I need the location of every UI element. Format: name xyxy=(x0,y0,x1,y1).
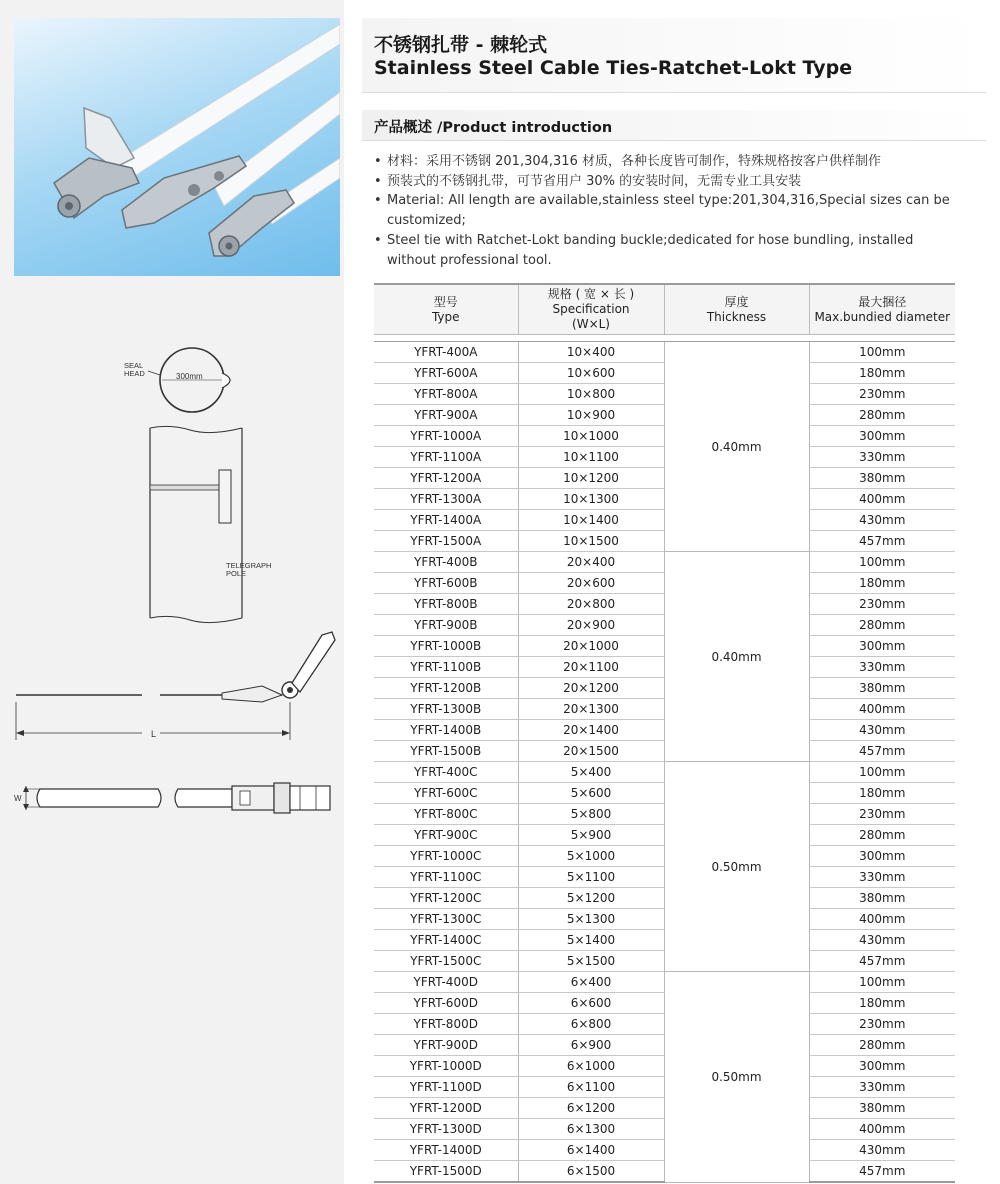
title-panel xyxy=(362,18,986,93)
cell-specification: 6×600 xyxy=(518,993,664,1014)
cell-type: YFRT-400A xyxy=(374,342,518,363)
intro-item: • Material: All length are available,stainless steel type:201,304,316,Special sizes can be customized; xyxy=(374,191,956,230)
cell-max-diameter: 330mm xyxy=(809,867,955,888)
cell-specification: 5×1200 xyxy=(518,888,664,909)
dimension-drawing xyxy=(0,340,344,820)
intro-item: • 材料：采用不锈钢 201,304,316 材质，各种长度皆可制作，特殊规格按客户供样制作 xyxy=(374,152,956,172)
cell-specification: 5×900 xyxy=(518,825,664,846)
cell-thickness: 0.40mm xyxy=(664,552,809,762)
cell-type: YFRT-600A xyxy=(374,363,518,384)
cell-max-diameter: 330mm xyxy=(809,1077,955,1098)
spec-table xyxy=(374,283,955,1183)
page-title-en: Stainless Steel Cable Ties-Ratchet-Lokt Type xyxy=(374,57,853,79)
cell-type: YFRT-400D xyxy=(374,972,518,993)
cell-thickness: 0.50mm xyxy=(664,762,809,972)
cell-thickness: 0.40mm xyxy=(664,342,809,552)
cell-specification: 20×600 xyxy=(518,573,664,594)
cell-max-diameter: 380mm xyxy=(809,888,955,909)
cell-thickness: 0.50mm xyxy=(664,972,809,1183)
cell-type: YFRT-800C xyxy=(374,804,518,825)
cell-max-diameter: 230mm xyxy=(809,384,955,405)
cell-type: YFRT-600B xyxy=(374,573,518,594)
cell-type: YFRT-1200A xyxy=(374,468,518,489)
intro-item: • Steel tie with Ratchet-Lokt banding buckle;dedicated for hose bundling, installed without professional tool. xyxy=(374,231,956,270)
cell-type: YFRT-1500B xyxy=(374,741,518,762)
technical-drawing xyxy=(0,340,344,820)
cell-type: YFRT-1400A xyxy=(374,510,518,531)
length-label: L xyxy=(151,729,157,739)
cell-specification: 5×1000 xyxy=(518,846,664,867)
table-row xyxy=(374,762,955,783)
cell-type: YFRT-900C xyxy=(374,825,518,846)
cell-type: YFRT-1300A xyxy=(374,489,518,510)
intro-item: • 预装式的不锈钢扎带，可节省用户 30% 的安装时间，无需专业工具安装 xyxy=(374,172,956,192)
cell-specification: 5×600 xyxy=(518,783,664,804)
cell-max-diameter: 280mm xyxy=(809,615,955,636)
header-type-en: Type xyxy=(431,309,460,324)
cell-type: YFRT-900D xyxy=(374,1035,518,1056)
cell-max-diameter: 180mm xyxy=(809,363,955,384)
cell-max-diameter: 430mm xyxy=(809,510,955,531)
cell-type: YFRT-1300D xyxy=(374,1119,518,1140)
cell-specification: 6×1000 xyxy=(518,1056,664,1077)
cell-max-diameter: 330mm xyxy=(809,657,955,678)
cell-type: YFRT-1500D xyxy=(374,1161,518,1183)
cell-type: YFRT-1400D xyxy=(374,1140,518,1161)
section-title: 产品概述 /Product introduction xyxy=(374,120,613,136)
header-diameter-cn: 最大捆径 xyxy=(858,294,907,309)
cell-specification: 10×600 xyxy=(518,363,664,384)
cell-max-diameter: 180mm xyxy=(809,993,955,1014)
cell-type: YFRT-900A xyxy=(374,405,518,426)
cell-max-diameter: 430mm xyxy=(809,720,955,741)
cell-max-diameter: 457mm xyxy=(809,741,955,762)
cell-specification: 6×800 xyxy=(518,1014,664,1035)
cell-specification: 10×800 xyxy=(518,384,664,405)
cell-specification: 6×1200 xyxy=(518,1098,664,1119)
cell-type: YFRT-800B xyxy=(374,594,518,615)
cell-type: YFRT-1100B xyxy=(374,657,518,678)
cell-specification: 6×1500 xyxy=(518,1161,664,1183)
width-label: W xyxy=(14,794,22,803)
product-photo xyxy=(14,18,340,276)
cell-type: YFRT-1400B xyxy=(374,720,518,741)
cell-specification: 20×1100 xyxy=(518,657,664,678)
cell-specification: 10×1400 xyxy=(518,510,664,531)
header-spec-cn: 规格 ( 宽 × 长 ) xyxy=(547,287,635,301)
cell-max-diameter: 400mm xyxy=(809,1119,955,1140)
header-thickness-en: Thickness xyxy=(706,309,767,324)
cell-max-diameter: 457mm xyxy=(809,531,955,552)
cell-max-diameter: 180mm xyxy=(809,783,955,804)
cell-max-diameter: 100mm xyxy=(809,762,955,783)
cell-type: YFRT-900B xyxy=(374,615,518,636)
cell-specification: 6×1400 xyxy=(518,1140,664,1161)
cell-specification: 10×1300 xyxy=(518,489,664,510)
cell-max-diameter: 380mm xyxy=(809,1098,955,1119)
cell-max-diameter: 280mm xyxy=(809,825,955,846)
cell-type: YFRT-1200B xyxy=(374,678,518,699)
cell-type: YFRT-1300B xyxy=(374,699,518,720)
cell-specification: 20×1300 xyxy=(518,699,664,720)
cell-max-diameter: 400mm xyxy=(809,699,955,720)
header-max-diameter xyxy=(809,284,955,335)
cell-type: YFRT-1000C xyxy=(374,846,518,867)
cell-specification: 20×1000 xyxy=(518,636,664,657)
cell-max-diameter: 100mm xyxy=(809,972,955,993)
cell-specification: 5×1500 xyxy=(518,951,664,972)
spec-table-body xyxy=(374,335,955,1183)
diameter-label: 300mm xyxy=(176,372,203,381)
cell-max-diameter: 230mm xyxy=(809,1014,955,1035)
cell-specification: 5×1100 xyxy=(518,867,664,888)
cell-type: YFRT-600C xyxy=(374,783,518,804)
cell-specification: 20×1400 xyxy=(518,720,664,741)
table-row xyxy=(374,342,955,363)
cell-type: YFRT-800D xyxy=(374,1014,518,1035)
header-spec-en: Specification xyxy=(552,302,630,316)
left-column xyxy=(0,0,344,1184)
cell-type: YFRT-1500C xyxy=(374,951,518,972)
cell-max-diameter: 100mm xyxy=(809,342,955,363)
cell-specification: 10×1200 xyxy=(518,468,664,489)
seal-head-label-2: HEAD xyxy=(124,369,145,378)
cell-type: YFRT-1100A xyxy=(374,447,518,468)
cell-specification: 10×900 xyxy=(518,405,664,426)
header-specification xyxy=(518,284,664,335)
cell-specification: 6×1100 xyxy=(518,1077,664,1098)
table-header-row xyxy=(374,284,955,335)
table-spacer-row xyxy=(374,335,955,342)
cell-max-diameter: 180mm xyxy=(809,573,955,594)
intro-list xyxy=(374,152,956,270)
cell-max-diameter: 300mm xyxy=(809,1056,955,1077)
header-type xyxy=(374,284,518,335)
header-thickness-cn: 厚度 xyxy=(724,294,749,309)
cell-specification: 10×400 xyxy=(518,342,664,363)
cell-type: YFRT-1400C xyxy=(374,930,518,951)
cell-specification: 20×1500 xyxy=(518,741,664,762)
page-title-cn: 不锈钢扎带 - 棘轮式 xyxy=(374,34,548,56)
cell-max-diameter: 400mm xyxy=(809,909,955,930)
cell-type: YFRT-800A xyxy=(374,384,518,405)
section-header xyxy=(362,110,986,141)
cell-specification: 5×800 xyxy=(518,804,664,825)
cell-specification: 10×1000 xyxy=(518,426,664,447)
cell-max-diameter: 400mm xyxy=(809,489,955,510)
cell-specification: 6×900 xyxy=(518,1035,664,1056)
cell-max-diameter: 380mm xyxy=(809,678,955,699)
telegraph-pole-label-1: TELEGRAPH xyxy=(226,561,272,570)
cell-max-diameter: 430mm xyxy=(809,930,955,951)
cell-max-diameter: 280mm xyxy=(809,1035,955,1056)
cell-type: YFRT-1000A xyxy=(374,426,518,447)
seal-head-label-1: SEAL xyxy=(124,361,144,370)
cell-specification: 6×1300 xyxy=(518,1119,664,1140)
cell-type: YFRT-1100C xyxy=(374,867,518,888)
table-row xyxy=(374,972,955,993)
cell-type: YFRT-1200D xyxy=(374,1098,518,1119)
cable-tie-photo-illustration xyxy=(14,18,340,276)
cell-specification: 20×800 xyxy=(518,594,664,615)
telegraph-pole-label-2: POLE xyxy=(226,569,247,578)
table-row xyxy=(374,552,955,573)
cell-type: YFRT-1100D xyxy=(374,1077,518,1098)
cell-type: YFRT-1200C xyxy=(374,888,518,909)
cell-specification: 20×1200 xyxy=(518,678,664,699)
header-spec-en2: (W×L) xyxy=(572,317,610,331)
cell-specification: 10×1500 xyxy=(518,531,664,552)
cell-specification: 5×1400 xyxy=(518,930,664,951)
header-type-cn: 型号 xyxy=(433,294,458,309)
cell-specification: 10×1100 xyxy=(518,447,664,468)
cell-max-diameter: 230mm xyxy=(809,594,955,615)
cell-type: YFRT-1300C xyxy=(374,909,518,930)
cell-max-diameter: 380mm xyxy=(809,468,955,489)
cell-max-diameter: 430mm xyxy=(809,1140,955,1161)
cell-type: YFRT-1000B xyxy=(374,636,518,657)
header-thickness xyxy=(664,284,809,335)
cell-specification: 5×1300 xyxy=(518,909,664,930)
cell-type: YFRT-400B xyxy=(374,552,518,573)
cell-specification: 20×900 xyxy=(518,615,664,636)
cell-max-diameter: 100mm xyxy=(809,552,955,573)
cell-type: YFRT-1000D xyxy=(374,1056,518,1077)
cell-max-diameter: 457mm xyxy=(809,951,955,972)
cell-max-diameter: 457mm xyxy=(809,1161,955,1183)
cell-max-diameter: 280mm xyxy=(809,405,955,426)
cell-specification: 5×400 xyxy=(518,762,664,783)
cell-type: YFRT-600D xyxy=(374,993,518,1014)
cell-type: YFRT-1500A xyxy=(374,531,518,552)
cell-max-diameter: 300mm xyxy=(809,846,955,867)
cell-max-diameter: 330mm xyxy=(809,447,955,468)
cell-max-diameter: 230mm xyxy=(809,804,955,825)
cell-max-diameter: 300mm xyxy=(809,636,955,657)
cell-max-diameter: 300mm xyxy=(809,426,955,447)
header-diameter-en: Max.bundied diameter xyxy=(814,309,951,324)
cell-type: YFRT-400C xyxy=(374,762,518,783)
cell-specification: 6×400 xyxy=(518,972,664,993)
cell-specification: 20×400 xyxy=(518,552,664,573)
